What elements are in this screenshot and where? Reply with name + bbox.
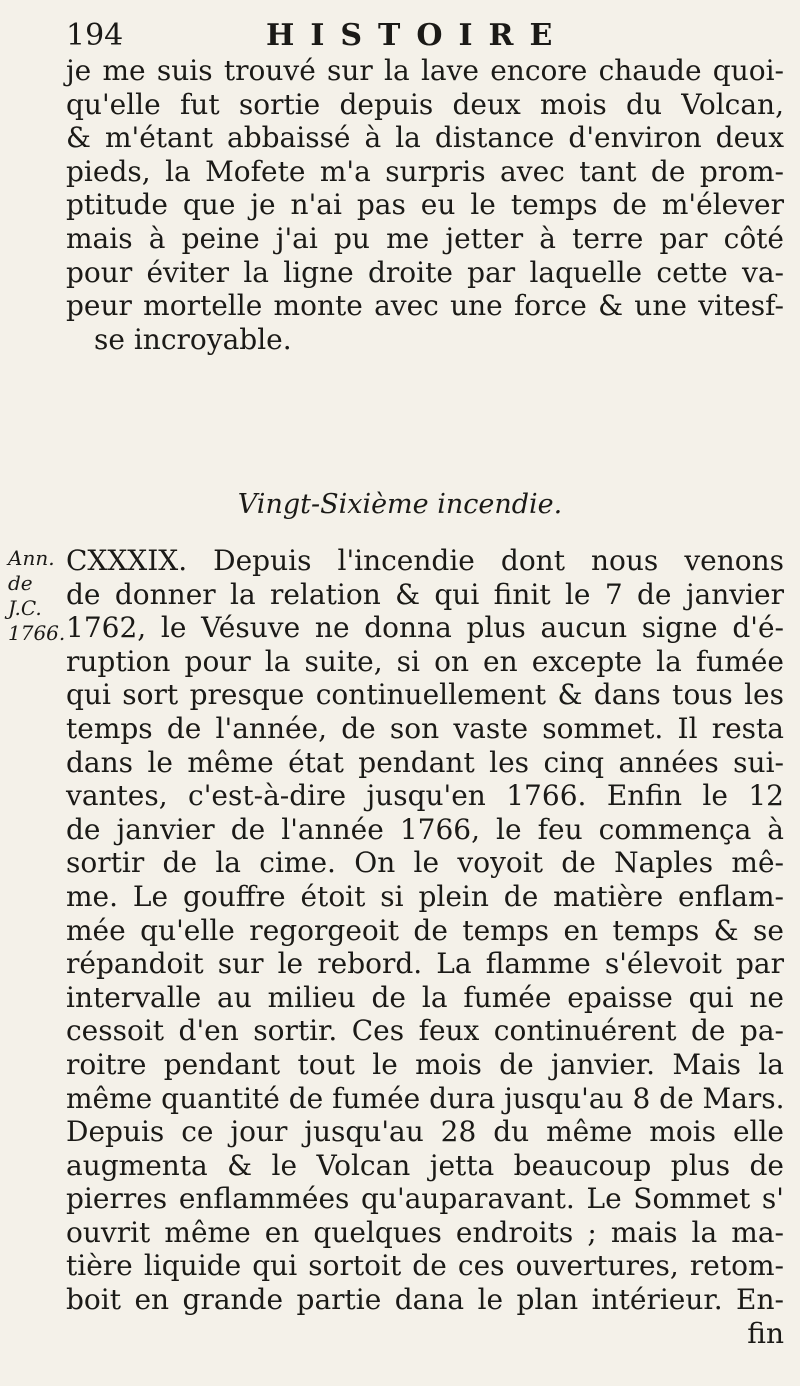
text-line: qui sort presque continuellement & dans tous les <box>66 678 784 712</box>
text-line: Depuis ce jour jusqu'au 28 du même mois elle <box>66 1115 784 1149</box>
paragraph-top <box>66 54 784 356</box>
page-number: 194 <box>66 18 124 53</box>
text-line: qu'elle fut sortie depuis deux mois du Volcan, <box>66 87 784 121</box>
text-line: ptitude que je n'ai pas eu le temps de m'élever <box>66 188 784 222</box>
section-heading: Vingt-Sixième incendie. <box>237 489 563 520</box>
text-line: boit en grande partie dana le plan intérieur. En- <box>66 1283 784 1317</box>
margin-note-line: Ann. <box>8 546 55 570</box>
running-head: HISTOIRE <box>266 18 569 53</box>
text-line: peur mortelle monte avec une force & une vitesf- <box>66 289 784 323</box>
text-line: intervalle au milieu de la fumée epaisse qui ne <box>66 980 784 1014</box>
text-line: de janvier de l'année 1766, le feu commença à <box>66 812 784 846</box>
text-line: & m'étant abbaissé à la distance d'environ deux <box>66 121 784 155</box>
text-line: mée qu'elle regorgeoit de temps en temps & se <box>66 913 784 947</box>
text-line: CXXXIX. Depuis l'incendie dont nous venons <box>66 544 784 577</box>
text-line: augmenta & le Volcan jetta beaucoup plus de <box>66 1148 784 1182</box>
text-line: dans le même état pendant les cinq années sui- <box>66 745 784 779</box>
text-line: répandoit sur le rebord. La flamme s'élevoit par <box>66 947 784 981</box>
text-line: 1762, le Vésuve ne donna plus aucun signe d'é- <box>66 611 784 645</box>
text-line: de donner la relation & qui finit le 7 de janvier <box>66 577 784 611</box>
text-line: tière liquide qui sortoit de ces ouvertures, retom- <box>66 1249 784 1283</box>
text-line: pieds, la Mofete m'a surpris avec tant de prom- <box>66 154 784 188</box>
margin-note-line: de J.C. <box>8 571 42 620</box>
text-line: ouvrit même en quelques endroits ; mais la ma- <box>66 1215 784 1249</box>
text-line: se incroyable. <box>94 322 292 356</box>
text-line: pierres enflammées qu'auparavant. Le Sommet s' <box>66 1182 784 1216</box>
text-line: temps de l'année, de son vaste sommet. Il resta <box>66 711 784 745</box>
text-line: ruption pour la suite, si on en excepte la fumée <box>66 644 784 678</box>
text-line: sortir de la cime. On le voyoit de Naples mê- <box>66 846 784 880</box>
paragraph-main <box>66 544 784 1350</box>
text-line: fin <box>747 1316 784 1350</box>
text-line: cessoit d'en sortir. Ces feux continuérent de pa- <box>66 1014 784 1048</box>
page-header <box>66 18 786 54</box>
text-line: vantes, c'est-à-dire jusqu'en 1766. Enfin le 12 <box>66 779 784 813</box>
text-line: je me suis trouvé sur la lave encore chaude quoi- <box>66 54 784 87</box>
text-line: pour éviter la ligne droite par laquelle cette va- <box>66 255 784 289</box>
text-line: roitre pendant tout le mois de janvier. Mais la <box>66 1047 784 1081</box>
text-line: mais à peine j'ai pu me jetter à terre par côté <box>66 221 784 255</box>
text-line: me. Le gouffre étoit si plein de matière enflam- <box>66 879 784 913</box>
text-line: même quantité de fumée dura jusqu'au 8 de Mars. <box>66 1081 785 1115</box>
margin-note-line: 1766. <box>8 621 66 645</box>
margin-note <box>8 546 68 646</box>
